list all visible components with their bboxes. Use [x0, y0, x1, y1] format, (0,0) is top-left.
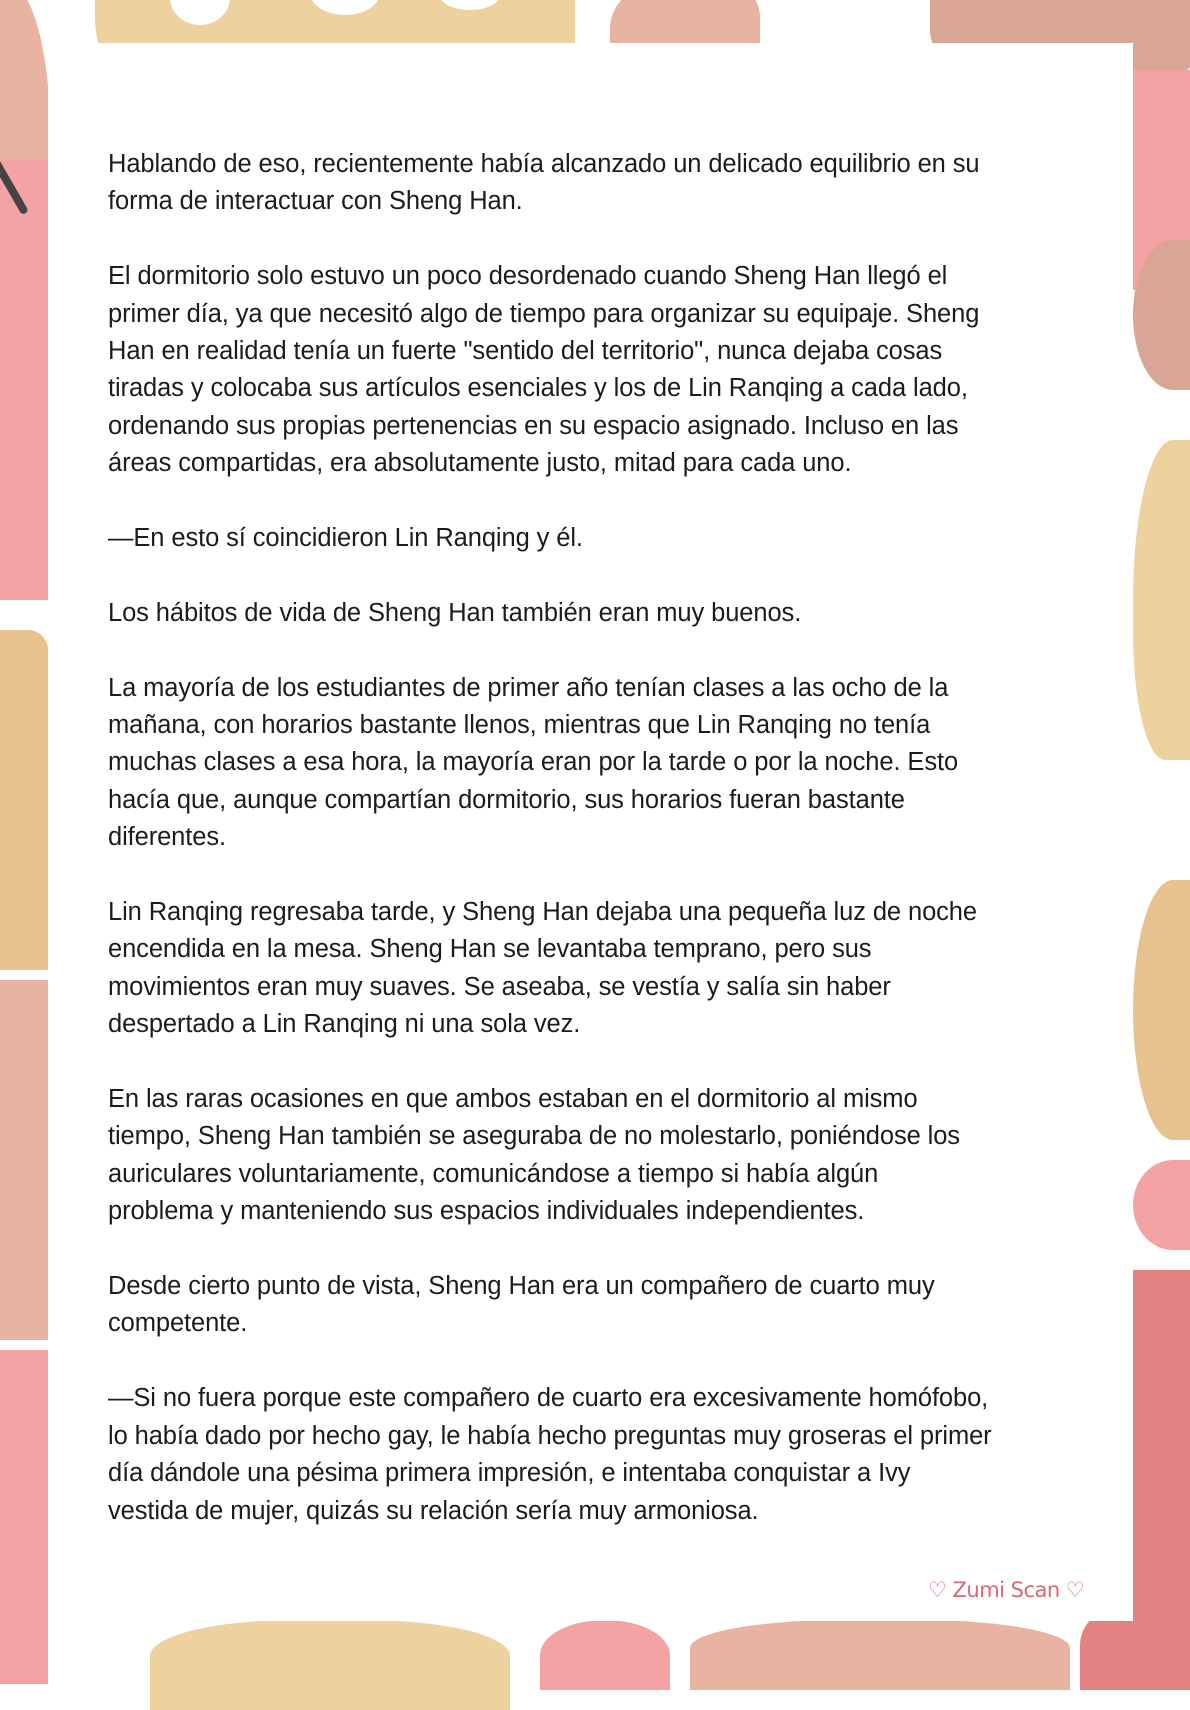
text-line: auriculares voluntariamente, comunicándose a tiempo si había algún [108, 1159, 879, 1188]
decor-blob-pink-left [0, 160, 48, 600]
decor-blob-pink-left-bottom [0, 1350, 48, 1684]
text-line: En las raras ocasiones en que ambos estaban en el dormitorio al mismo [108, 1085, 918, 1114]
text-line: —Si no fuera porque este compañero de cuarto era excesivamente homófobo, [108, 1384, 989, 1413]
text-line: tiradas y colocaba sus artículos esenciales y los de Lin Ranqing a cada lado, [108, 374, 968, 403]
text-line: primer día, ya que necesitó algo de tiempo para organizar su equipaje. Sheng [108, 299, 980, 328]
paragraph [108, 146, 1108, 221]
paragraph [108, 894, 1108, 1044]
text-line: áreas compartidas, era absolutamente justo, mitad para cada uno. [108, 449, 852, 478]
paragraph [108, 1380, 1108, 1530]
text-line: día dándole una pésima primera impresión, e intentaba conquistar a Ivy [108, 1459, 911, 1488]
text-line: vestida de mujer, quizás su relación sería muy armoniosa. [108, 1496, 759, 1525]
text-line: mañana, con horarios bastante llenos, mientras que Lin Ranqing no tenía [108, 711, 931, 740]
paragraph [108, 1268, 1108, 1343]
text-line: tiempo, Sheng Han también se aseguraba de no molestarlo, poniéndose los [108, 1122, 960, 1151]
paragraph [108, 1081, 1108, 1231]
text-line: La mayoría de los estudiantes de primer año tenían clases a las ocho de la [108, 673, 949, 702]
text-line: competente. [108, 1309, 248, 1338]
text-line: movimientos eran muy suaves. Se aseaba, se vestía y salía sin haber [108, 972, 891, 1001]
document-body [108, 146, 1108, 1567]
text-line: Lin Ranqing regresaba tarde, y Sheng Han dejaba una pequeña luz de noche [108, 898, 977, 927]
decor-blob-peach-left-lower [0, 980, 48, 1340]
paragraph [108, 595, 1108, 632]
text-line: ordenando sus propias pertenencias en su espacio asignado. Incluso en las [108, 411, 959, 440]
text-line: diferentes. [108, 823, 226, 852]
text-line: forma de interactuar con Sheng Han. [108, 187, 523, 216]
decor-blob-peach-bottom [690, 1620, 1070, 1690]
decor-blob-pink-right [1133, 1160, 1190, 1250]
text-line: encendida en la mesa. Sheng Han se levantaba temprano, pero sus [108, 935, 872, 964]
text-line: Hablando de eso, recientemente había alcanzado un delicado equilibrio en su [108, 150, 980, 178]
decor-blob-sand-right-2 [1133, 880, 1190, 1140]
decor-blob-sand-bottom [150, 1620, 510, 1710]
decor-blob-sand-right [1133, 440, 1190, 760]
text-line: problema y manteniendo sus espacios individuales independientes. [108, 1197, 865, 1226]
text-line: hacía que, aunque compartían dormitorio, sus horarios fueran bastante [108, 785, 905, 814]
text-line: Han en realidad tenía un fuerte "sentido del territorio", nunca dejaba cosas [108, 337, 943, 366]
text-line: despertado a Lin Ranqing ni una sola vez. [108, 1010, 581, 1039]
watermark: ♡ Zumi Scan ♡ [928, 1578, 1085, 1602]
text-line: El dormitorio solo estuvo un poco desordenado cuando Sheng Han llegó el [108, 262, 948, 291]
decor-blob-pink-bottom [540, 1620, 670, 1690]
paragraph [108, 520, 1108, 557]
paragraph [108, 670, 1108, 857]
decor-blob-sand-left [0, 630, 48, 970]
text-line: Los hábitos de vida de Sheng Han también eran muy buenos. [108, 598, 802, 627]
text-line: Desde cierto punto de vista, Sheng Han era un compañero de cuarto muy [108, 1272, 935, 1301]
text-line: —En esto sí coincidieron Lin Ranqing y él. [108, 524, 583, 553]
text-line: muchas clases a esa hora, la mayoría eran por la tarde o por la noche. Esto [108, 748, 959, 777]
text-line: lo había dado por hecho gay, le había hecho preguntas muy groseras el primer [108, 1421, 992, 1450]
paragraph [108, 258, 1108, 482]
